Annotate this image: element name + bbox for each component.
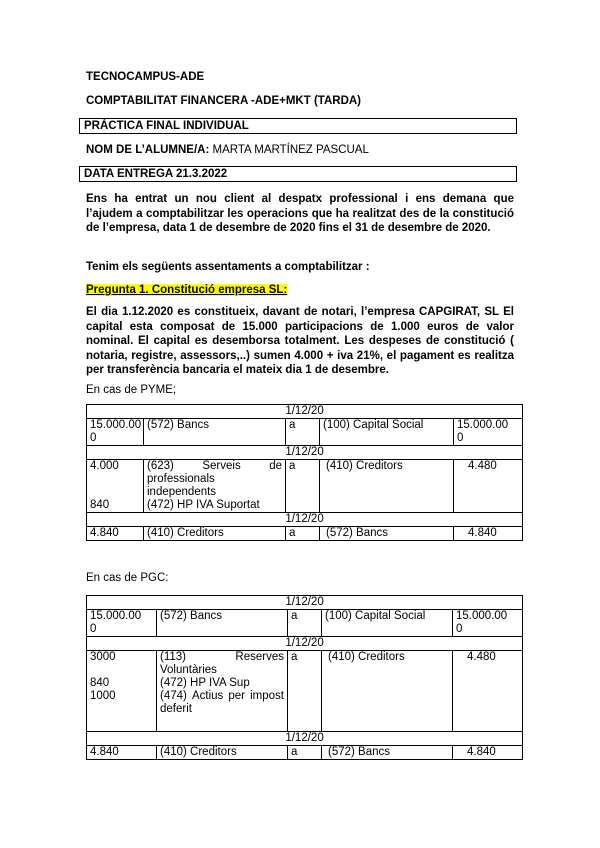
practice-title-box xyxy=(79,118,517,134)
debit-account-cont: deferit xyxy=(160,703,192,715)
student-line xyxy=(86,144,369,156)
school-name: TECNOCAMPUS-ADE xyxy=(86,71,205,83)
account-word: de xyxy=(269,460,282,472)
debit-amount: 4.840 xyxy=(87,746,157,760)
debit-account: (472) HP IVA Suportat xyxy=(147,499,260,511)
debit-account: (472) HP IVA Sup xyxy=(160,677,250,689)
practice-title: PRÀCTICA FINAL INDIVIDUAL xyxy=(84,120,249,132)
a-separator: a xyxy=(288,610,322,637)
table-row xyxy=(87,637,523,651)
account-word: Actius xyxy=(191,690,224,702)
student-name: MARTA MARTÍNEZ PASCUAL xyxy=(212,144,369,156)
debit-amount-cont: 0 xyxy=(90,432,97,444)
credit-amount: 15.000.00 xyxy=(456,610,508,622)
entry-date: 1/12/20 xyxy=(87,405,523,419)
debit-amount-cell xyxy=(87,610,157,637)
pyme-label: En cas de PYME; xyxy=(86,384,177,396)
account-word: impost xyxy=(250,690,284,702)
account-code: (113) xyxy=(160,651,186,663)
a-separator: a xyxy=(288,746,322,760)
debit-account-cont: professionals xyxy=(147,473,215,485)
debit-account: (572) Bancs xyxy=(144,419,286,446)
entry-date: 1/12/20 xyxy=(87,596,523,610)
question-title: Pregunta 1. Constitució empresa SL: xyxy=(86,284,288,296)
debit-account-cell xyxy=(144,460,286,513)
debit-amount: 840 xyxy=(90,677,110,689)
pyme-journal-table xyxy=(86,404,523,541)
entry-date: 1/12/20 xyxy=(87,732,523,746)
account-code: (623) xyxy=(147,460,174,472)
table-row xyxy=(87,596,523,610)
credit-amount: 4.480 xyxy=(454,460,523,513)
student-label: NOM DE L’ALUMNE/A: xyxy=(86,144,210,156)
entry-date: 1/12/20 xyxy=(87,446,523,460)
account-word: Reserves xyxy=(235,651,284,663)
debit-account-line xyxy=(147,460,282,473)
table-row xyxy=(87,651,523,732)
a-separator: a xyxy=(286,460,320,513)
credit-amount: 4.480 xyxy=(453,651,523,732)
debit-account: (410) Creditors xyxy=(144,527,286,541)
debit-amount-cell xyxy=(87,419,144,446)
credit-amount: 4.840 xyxy=(454,527,523,541)
credit-account: (100) Capital Social xyxy=(320,419,454,446)
table-row xyxy=(87,446,523,460)
debit-account-line xyxy=(160,651,284,664)
debit-amount: 4.000 xyxy=(90,460,119,472)
debit-account: (572) Bancs xyxy=(157,610,288,637)
table-row xyxy=(87,746,523,760)
debit-amount-cell xyxy=(87,651,157,732)
credit-amount: 4.840 xyxy=(453,746,523,760)
debit-amount-cell xyxy=(87,460,144,513)
debit-amount: 840 xyxy=(90,499,110,511)
question-title-wrap xyxy=(86,284,287,296)
debit-account-cell xyxy=(157,651,288,732)
table-row xyxy=(87,513,523,527)
debit-amount: 15.000.00 xyxy=(90,419,142,431)
debit-account: (410) Creditors xyxy=(157,746,288,760)
credit-account: (572) Bancs xyxy=(320,527,454,541)
table-row xyxy=(87,527,523,541)
debit-amount-cont: 0 xyxy=(90,623,97,635)
account-word: per xyxy=(228,690,245,702)
course-title: COMPTABILITAT FINANCERA -ADE+MKT (TARDA) xyxy=(86,95,362,107)
a-separator: a xyxy=(286,527,320,541)
a-separator: a xyxy=(286,419,320,446)
account-code: (474) xyxy=(160,690,187,702)
debit-account-cont: Voluntàries xyxy=(160,664,217,676)
table-row xyxy=(87,732,523,746)
intro-paragraph: Ens ha entrat un nou client al despatx professional i ens demana que l’ajudem a comptabilitzar les operacions que ha realitzat des de la constitució de l’empresa, data 1 de desembre de 2020 fins el 31 de desembre de 2020. xyxy=(86,193,514,234)
credit-account: (410) Creditors xyxy=(320,460,454,513)
table-row xyxy=(87,419,523,446)
question-text: El dia 1.12.2020 es constitueix, davant de notari, l’empresa CAPGIRAT, SL El capital esta composat de 15.000 participacions de 1.000 euros de valor nominal. El capital es desemborsa totalment. Les despeses de constitució ( notaria, registre, assessors,..) sumen 4.000 + iva 21%, el pagament es realitza per transferència bancaria el mateix dia 1 de desembre. xyxy=(86,306,514,376)
credit-amount: 15.000.00 xyxy=(457,419,509,431)
debit-account-line xyxy=(160,690,284,703)
entry-date: 1/12/20 xyxy=(87,637,523,651)
table-row xyxy=(87,610,523,637)
table-row xyxy=(87,405,523,419)
credit-amount-cell xyxy=(454,419,523,446)
due-date: DATA ENTREGA 21.3.2022 xyxy=(84,168,228,180)
table-row xyxy=(87,460,523,513)
credit-account: (572) Bancs xyxy=(322,746,453,760)
pgc-journal-table xyxy=(86,595,523,760)
entries-intro: Tenim els següents assentaments a comptabilitzar : xyxy=(86,261,370,273)
credit-account: (100) Capital Social xyxy=(322,610,453,637)
credit-amount-cont: 0 xyxy=(456,623,463,635)
a-separator: a xyxy=(288,651,322,732)
credit-amount-cell xyxy=(453,610,523,637)
debit-amount: 4.840 xyxy=(87,527,144,541)
credit-amount-cont: 0 xyxy=(457,432,464,444)
due-date-box xyxy=(79,166,517,182)
debit-amount: 1000 xyxy=(90,690,116,702)
pgc-label: En cas de PGC: xyxy=(86,572,169,584)
debit-amount: 3000 xyxy=(90,651,116,663)
account-word: Serveis xyxy=(202,460,241,472)
debit-amount: 15.000.00 xyxy=(90,610,142,622)
debit-account-cont: independents xyxy=(147,486,217,498)
credit-account: (410) Creditors xyxy=(322,651,453,732)
entry-date: 1/12/20 xyxy=(87,513,523,527)
